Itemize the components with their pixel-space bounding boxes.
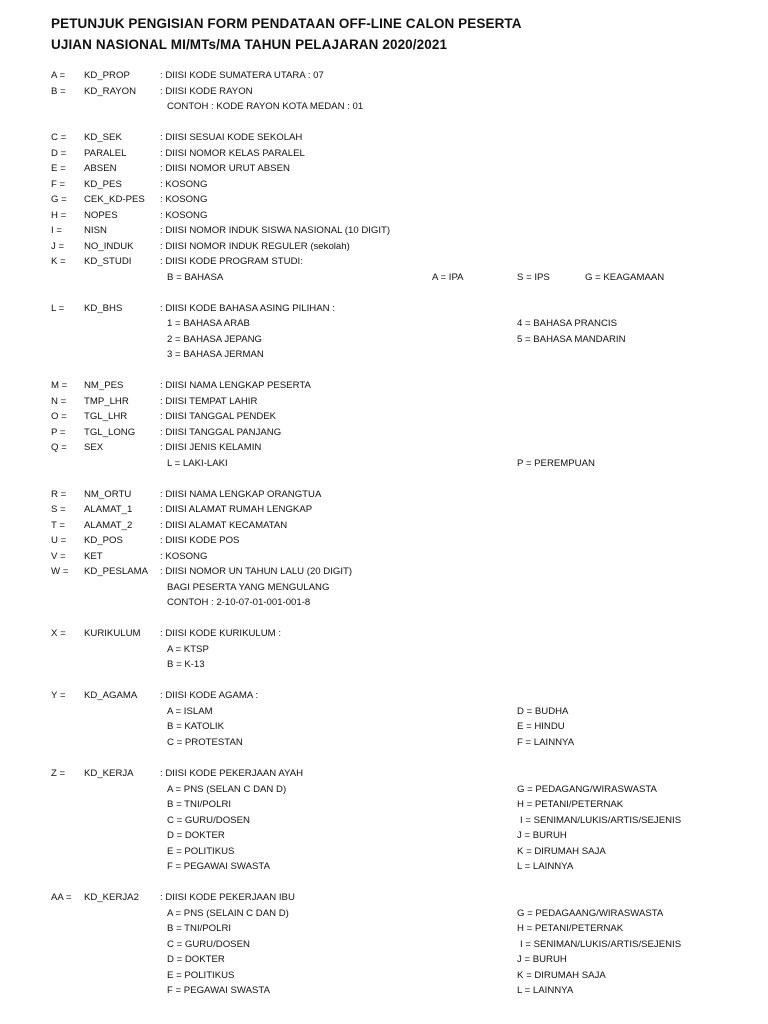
field-letter: K = <box>51 256 66 267</box>
field-row-kd-bhs <box>0 301 768 316</box>
option-row <box>0 316 768 331</box>
field-letter: M = <box>51 380 68 391</box>
option-item: F = LAINNYA <box>517 736 575 748</box>
field-row-kd-kerja2 <box>0 890 768 905</box>
field-code: KD_PESLAMA <box>84 566 148 577</box>
field-row-kd-agama <box>0 688 768 703</box>
field-description: : DIISI NAMA LENGKAP PESERTA <box>160 380 311 391</box>
field-letter: AA = <box>51 892 72 903</box>
field-row-alamat-2 <box>0 518 768 533</box>
option-item: A = PNS (SELAIN C DAN D) <box>167 907 289 919</box>
option-row <box>0 983 768 998</box>
field-description: : DIISI NAMA LENGKAP ORANGTUA <box>160 488 322 500</box>
field-description: : DIISI TEMPAT LAHIR <box>160 395 258 407</box>
option-item: J = BURUH <box>517 954 567 965</box>
option-item: D = DOKTER <box>167 830 225 841</box>
field-row-cek-kd-pes <box>0 192 768 207</box>
field-description: : DIISI NOMOR INDUK REGULER (sekolah) <box>160 240 350 252</box>
field-letter: V = <box>51 550 66 562</box>
field-code: KD_SEK <box>84 132 122 143</box>
field-description: : DIISI SESUAI KODE SEKOLAH <box>160 132 303 143</box>
field-description: : DIISI TANGGAL PANJANG <box>160 426 282 438</box>
field-letter: N = <box>51 395 67 407</box>
field-description: : DIISI KODE PROGRAM STUDI: <box>160 256 303 267</box>
option-item: C = GURU/DOSEN <box>167 938 250 950</box>
field-description: : DIISI JENIS KELAMIN <box>160 442 262 453</box>
option-item: D = BUDHA <box>517 705 569 717</box>
option-item: 1 = BAHASA ARAB <box>167 318 250 329</box>
field-letter: Z = <box>51 768 66 779</box>
option-item: P = PEREMPUAN <box>517 457 595 469</box>
field-row-tmp-lhr <box>0 394 768 409</box>
option-item: I = SENIMAN/LUKIS/ARTIS/SEJENIS <box>520 938 682 950</box>
option-row <box>0 347 768 362</box>
option-item: E = HINDU <box>517 721 565 732</box>
field-description: : DIISI ALAMAT KECAMATAN <box>160 519 288 531</box>
field-code: TGL_LHR <box>84 411 128 422</box>
field-row-sex <box>0 440 768 455</box>
field-letter: A = <box>51 70 66 81</box>
field-letter: E = <box>51 163 66 174</box>
field-code: KURIKULUM <box>84 628 141 639</box>
field-letter: P = <box>51 426 66 438</box>
option-row <box>0 952 768 967</box>
field-description: : DIISI NOMOR INDUK SISWA NASIONAL (10 DIGIT) <box>160 225 391 236</box>
option-row <box>0 813 768 828</box>
field-note-row <box>0 580 768 595</box>
field-description: : DIISI KODE AGAMA : <box>160 690 259 701</box>
field-letter: X = <box>51 628 66 639</box>
option-row <box>0 642 768 657</box>
option-row <box>0 270 768 285</box>
option-row <box>0 456 768 471</box>
field-letter: R = <box>51 488 67 500</box>
option-item: I = SENIMAN/LUKIS/ARTIS/SEJENIS <box>520 814 682 826</box>
field-code: KD_PROP <box>84 70 130 81</box>
option-item: B = BAHASA <box>167 271 224 283</box>
field-code: TGL_LONG <box>84 426 136 438</box>
field-letter: H = <box>51 209 67 221</box>
field-row-kd-pes <box>0 177 768 192</box>
field-letter: D = <box>51 147 67 159</box>
field-row-kd-pos <box>0 533 768 548</box>
field-description: : DIISI TANGGAL PENDEK <box>160 411 277 422</box>
option-item: G = KEAGAMAAN <box>585 271 665 283</box>
option-item: B = K-13 <box>167 659 205 670</box>
option-row <box>0 937 768 952</box>
option-item: 4 = BAHASA PRANCIS <box>517 318 617 329</box>
option-row <box>0 332 768 347</box>
option-row <box>0 735 768 750</box>
field-code: PARALEL <box>84 147 127 159</box>
field-letter: F = <box>51 178 66 190</box>
field-row-tgl-lhr <box>0 409 768 424</box>
field-row-kd-peslama <box>0 564 768 579</box>
field-row-kd-rayon <box>0 84 768 99</box>
field-row-kd-sek <box>0 130 768 145</box>
option-row <box>0 782 768 797</box>
field-letter: O = <box>51 411 67 422</box>
document-title-line-2: UJIAN NASIONAL MI/MTs/MA TAHUN PELAJARAN 2020/2021 <box>51 37 448 52</box>
field-letter: S = <box>51 504 66 515</box>
field-letter: B = <box>51 85 66 97</box>
option-row <box>0 828 768 843</box>
field-description: : DIISI KODE RAYON <box>160 85 253 97</box>
option-row <box>0 906 768 921</box>
field-code: NM_PES <box>84 380 124 391</box>
field-note: CONTOH : 2-10-07-01-001-001-8 <box>167 597 311 608</box>
field-description: : KOSONG <box>160 209 208 221</box>
option-item: F = PEGAWAI SWASTA <box>167 861 270 872</box>
field-row-ket <box>0 549 768 564</box>
document-title-line-1: PETUNJUK PENGISIAN FORM PENDATAAN OFF-LINE CALON PESERTA <box>51 16 522 31</box>
field-note-row <box>0 595 768 610</box>
field-code: KD_BHS <box>84 302 123 314</box>
field-row-nopes <box>0 208 768 223</box>
field-letter: T = <box>51 519 65 531</box>
field-code: NISN <box>84 225 107 236</box>
field-description: : KOSONG <box>160 178 208 190</box>
option-item: A = KTSP <box>167 643 209 655</box>
field-code: NO_INDUK <box>84 240 134 252</box>
option-row <box>0 844 768 859</box>
field-code: KD_RAYON <box>84 85 137 97</box>
field-row-nm-ortu <box>0 487 768 502</box>
field-description: : KOSONG <box>160 194 208 205</box>
field-letter: U = <box>51 535 67 546</box>
field-description: : DIISI NOMOR URUT ABSEN <box>160 163 290 174</box>
field-letter: L = <box>51 302 65 314</box>
option-item: D = DOKTER <box>167 954 225 965</box>
field-row-nisn <box>0 223 768 238</box>
field-code: CEK_KD-PES <box>84 194 145 205</box>
field-description: : DIISI NOMOR UN TAHUN LALU (20 DIGIT) <box>160 566 353 577</box>
option-item: B = TNI/POLRI <box>167 799 232 810</box>
option-item: E = POLITIKUS <box>167 845 235 857</box>
field-code: KD_PES <box>84 178 122 190</box>
field-description: : DIISI NOMOR KELAS PARALEL <box>160 147 305 159</box>
field-description: : DIISI KODE SUMATERA UTARA : 07 <box>160 70 324 81</box>
field-row-kd-prop <box>0 68 768 83</box>
field-description: : KOSONG <box>160 550 208 562</box>
option-item: A = PNS (SELAN C DAN D) <box>167 783 287 795</box>
field-description: : DIISI KODE PEKERJAAN IBU <box>160 892 295 903</box>
option-item: C = GURU/DOSEN <box>167 814 250 826</box>
field-description: : DIISI KODE PEKERJAAN AYAH <box>160 768 304 779</box>
option-row <box>0 704 768 719</box>
field-note-row <box>0 99 768 114</box>
option-row <box>0 719 768 734</box>
field-code: ABSEN <box>84 163 117 174</box>
option-item: 2 = BAHASA JEPANG <box>167 333 262 345</box>
option-item: F = PEGAWAI SWASTA <box>167 985 270 996</box>
option-item: K = DIRUMAH SAJA <box>517 845 606 857</box>
field-letter: W = <box>51 566 69 577</box>
field-code: NOPES <box>84 209 118 221</box>
option-item: 5 = BAHASA MANDARIN <box>517 333 626 345</box>
field-row-alamat-1 <box>0 502 768 517</box>
field-row-no-induk <box>0 239 768 254</box>
option-item: C = PROTESTAN <box>167 736 243 748</box>
field-code: KET <box>84 550 103 562</box>
option-item: E = POLITIKUS <box>167 969 235 981</box>
option-row <box>0 859 768 874</box>
option-item: B = KATOLIK <box>167 721 224 732</box>
field-row-absen <box>0 161 768 176</box>
option-item: L = LAINNYA <box>517 861 574 872</box>
option-row <box>0 797 768 812</box>
field-row-paralel <box>0 146 768 161</box>
option-item: 3 = BAHASA JERMAN <box>167 349 264 360</box>
field-description: : DIISI KODE KURIKULUM : <box>160 628 282 639</box>
option-item: L = LAINNYA <box>517 985 574 996</box>
option-item: K = DIRUMAH SAJA <box>517 969 606 981</box>
field-code: TMP_LHR <box>84 395 129 407</box>
field-code: ALAMAT_2 <box>84 519 133 531</box>
field-letter: Y = <box>51 690 66 701</box>
field-letter: Q = <box>51 442 67 453</box>
option-row <box>0 921 768 936</box>
option-item: L = LAKI-LAKI <box>167 457 228 469</box>
field-row-kd-kerja <box>0 766 768 781</box>
option-item: B = TNI/POLRI <box>167 923 232 934</box>
option-item: J = BURUH <box>517 830 567 841</box>
option-row <box>0 968 768 983</box>
field-note: BAGI PESERTA YANG MENGULANG <box>167 581 330 593</box>
field-row-nm-pes <box>0 378 768 393</box>
field-code: KD_KERJA <box>84 768 134 779</box>
option-item: G = PEDAGAANG/WIRASWASTA <box>517 907 664 919</box>
field-code: SEX <box>84 442 104 453</box>
field-row-tgl-long <box>0 425 768 440</box>
field-description: : DIISI KODE BAHASA ASING PILIHAN : <box>160 302 335 314</box>
option-item: A = ISLAM <box>167 705 213 717</box>
field-note: CONTOH : KODE RAYON KOTA MEDAN : 01 <box>167 101 364 112</box>
field-letter: I = <box>51 225 62 236</box>
field-letter: C = <box>51 132 67 143</box>
field-code: NM_ORTU <box>84 488 132 500</box>
field-code: KD_KERJA2 <box>84 892 139 903</box>
field-code: ALAMAT_1 <box>84 504 133 515</box>
field-code: KD_POS <box>84 535 123 546</box>
field-description: : DIISI ALAMAT RUMAH LENGKAP <box>160 504 313 515</box>
option-item: G = PEDAGANG/WIRASWASTA <box>517 783 657 795</box>
field-row-kurikulum <box>0 626 768 641</box>
option-item: S = IPS <box>517 271 550 283</box>
field-row-kd-studi <box>0 254 768 269</box>
option-item: A = IPA <box>432 271 464 283</box>
option-item: H = PETANI/PETERNAK <box>517 923 624 934</box>
field-description: : DIISI KODE POS <box>160 535 240 546</box>
field-code: KD_STUDI <box>84 256 132 267</box>
field-code: KD_AGAMA <box>84 690 138 701</box>
option-row <box>0 657 768 672</box>
option-item: H = PETANI/PETERNAK <box>517 799 624 810</box>
field-letter: J = <box>51 240 65 252</box>
field-letter: G = <box>51 194 67 205</box>
